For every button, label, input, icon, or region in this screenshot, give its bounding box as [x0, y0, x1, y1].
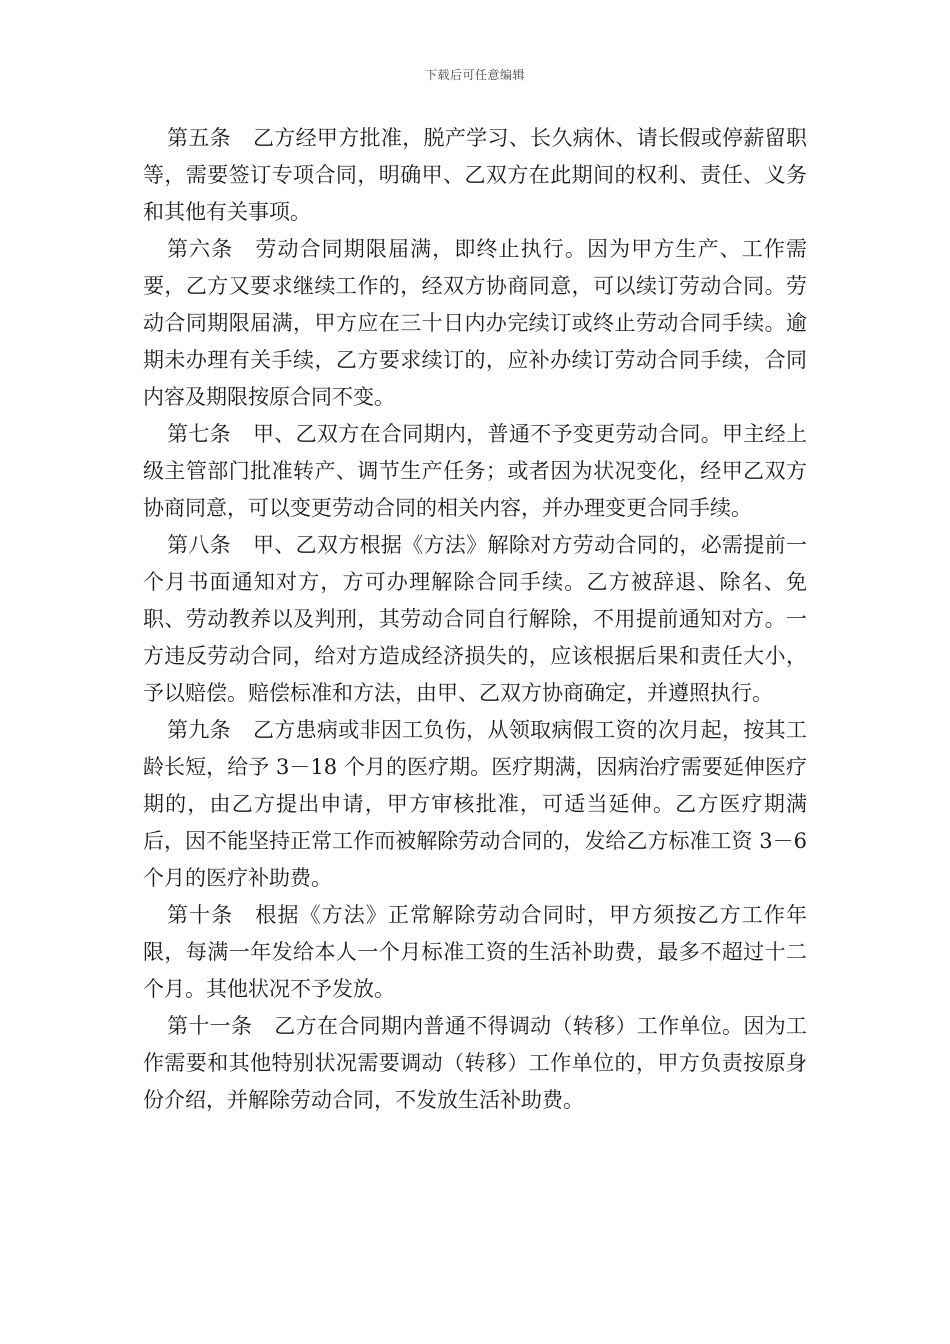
article-number: 第十条	[167, 903, 234, 927]
article-text: 劳动合同期限届满，即终止执行。因为甲方生产、工作需要，乙方又要求继续工作的，经双方协商同意，可以续订劳动合同。劳动合同期限届满，甲方应在三十日内办完续订或终止劳动合同手续。逾期未办理有关手续，乙方要求续订的，应补办续订劳动合同手续，合同内容及期限按原合同不变。	[143, 237, 808, 409]
article-7	[143, 416, 807, 527]
article-number: 第八条	[167, 533, 231, 557]
article-11	[143, 1008, 807, 1119]
article-number: 第六条	[167, 237, 234, 261]
article-8	[143, 527, 807, 712]
article-6	[143, 231, 807, 416]
article-text: 甲、乙双方在合同期内，普通不予变更劳动合同。甲主经上级主管部门批准转产、调节生产任务；或者因为状况变化，经甲乙双方协商同意，可以变更劳动合同的相关内容，并办理变更合同手续。	[143, 422, 808, 520]
article-number: 第九条	[167, 718, 231, 742]
article-number: 第十一条	[167, 1014, 253, 1038]
article-text: 乙方经甲方批准，脱产学习、长久病休、请长假或停薪留职等，需要签订专项合同，明确甲、乙双方在此期间的权利、责任、义务和其他有关事项。	[143, 126, 808, 224]
article-text: 乙方患病或非因工负伤，从领取病假工资的次月起，按其工龄长短，给予 3－18 个月的医疗期。医疗期满，因病治疗需要延伸医疗期的，由乙方提出申请，甲方审核批准，可适当延伸。乙方医疗期满后，因不能坚持正常工作而被解除劳动合同的，发给乙方标准工资 3－6 个月的医疗补助费。	[143, 718, 808, 890]
header-note: 下载后可任意编辑	[424, 68, 525, 82]
article-text: 根据《方法》正常解除劳动合同时，甲方须按乙方工作年限，每满一年发给本人一个月标准工资的生活补助费，最多不超过十二个月。其他状况不予发放。	[143, 903, 808, 1001]
article-number: 第七条	[167, 422, 231, 446]
article-number: 第五条	[167, 126, 231, 150]
document-body	[143, 120, 807, 1119]
article-5	[143, 120, 807, 231]
article-text: 甲、乙双方根据《方法》解除对方劳动合同的，必需提前一个月书面通知对方，方可办理解除合同手续。乙方被辞退、除名、免职、劳动教养以及判刑，其劳动合同自行解除，不用提前通知对方。一方违反劳动合同，给对方造成经济损失的，应该根据后果和责任大小，予以赔偿。赔偿标准和方法，由甲、乙双方协商确定，并遵照执行。	[143, 533, 808, 705]
article-10	[143, 897, 807, 1008]
article-text: 乙方在合同期内普通不得调动（转移）工作单位。因为工作需要和其他特别状况需要调动（转移）工作单位的，甲方负责按原身份介绍，并解除劳动合同，不发放生活补助费。	[143, 1014, 808, 1112]
article-9	[143, 712, 807, 897]
